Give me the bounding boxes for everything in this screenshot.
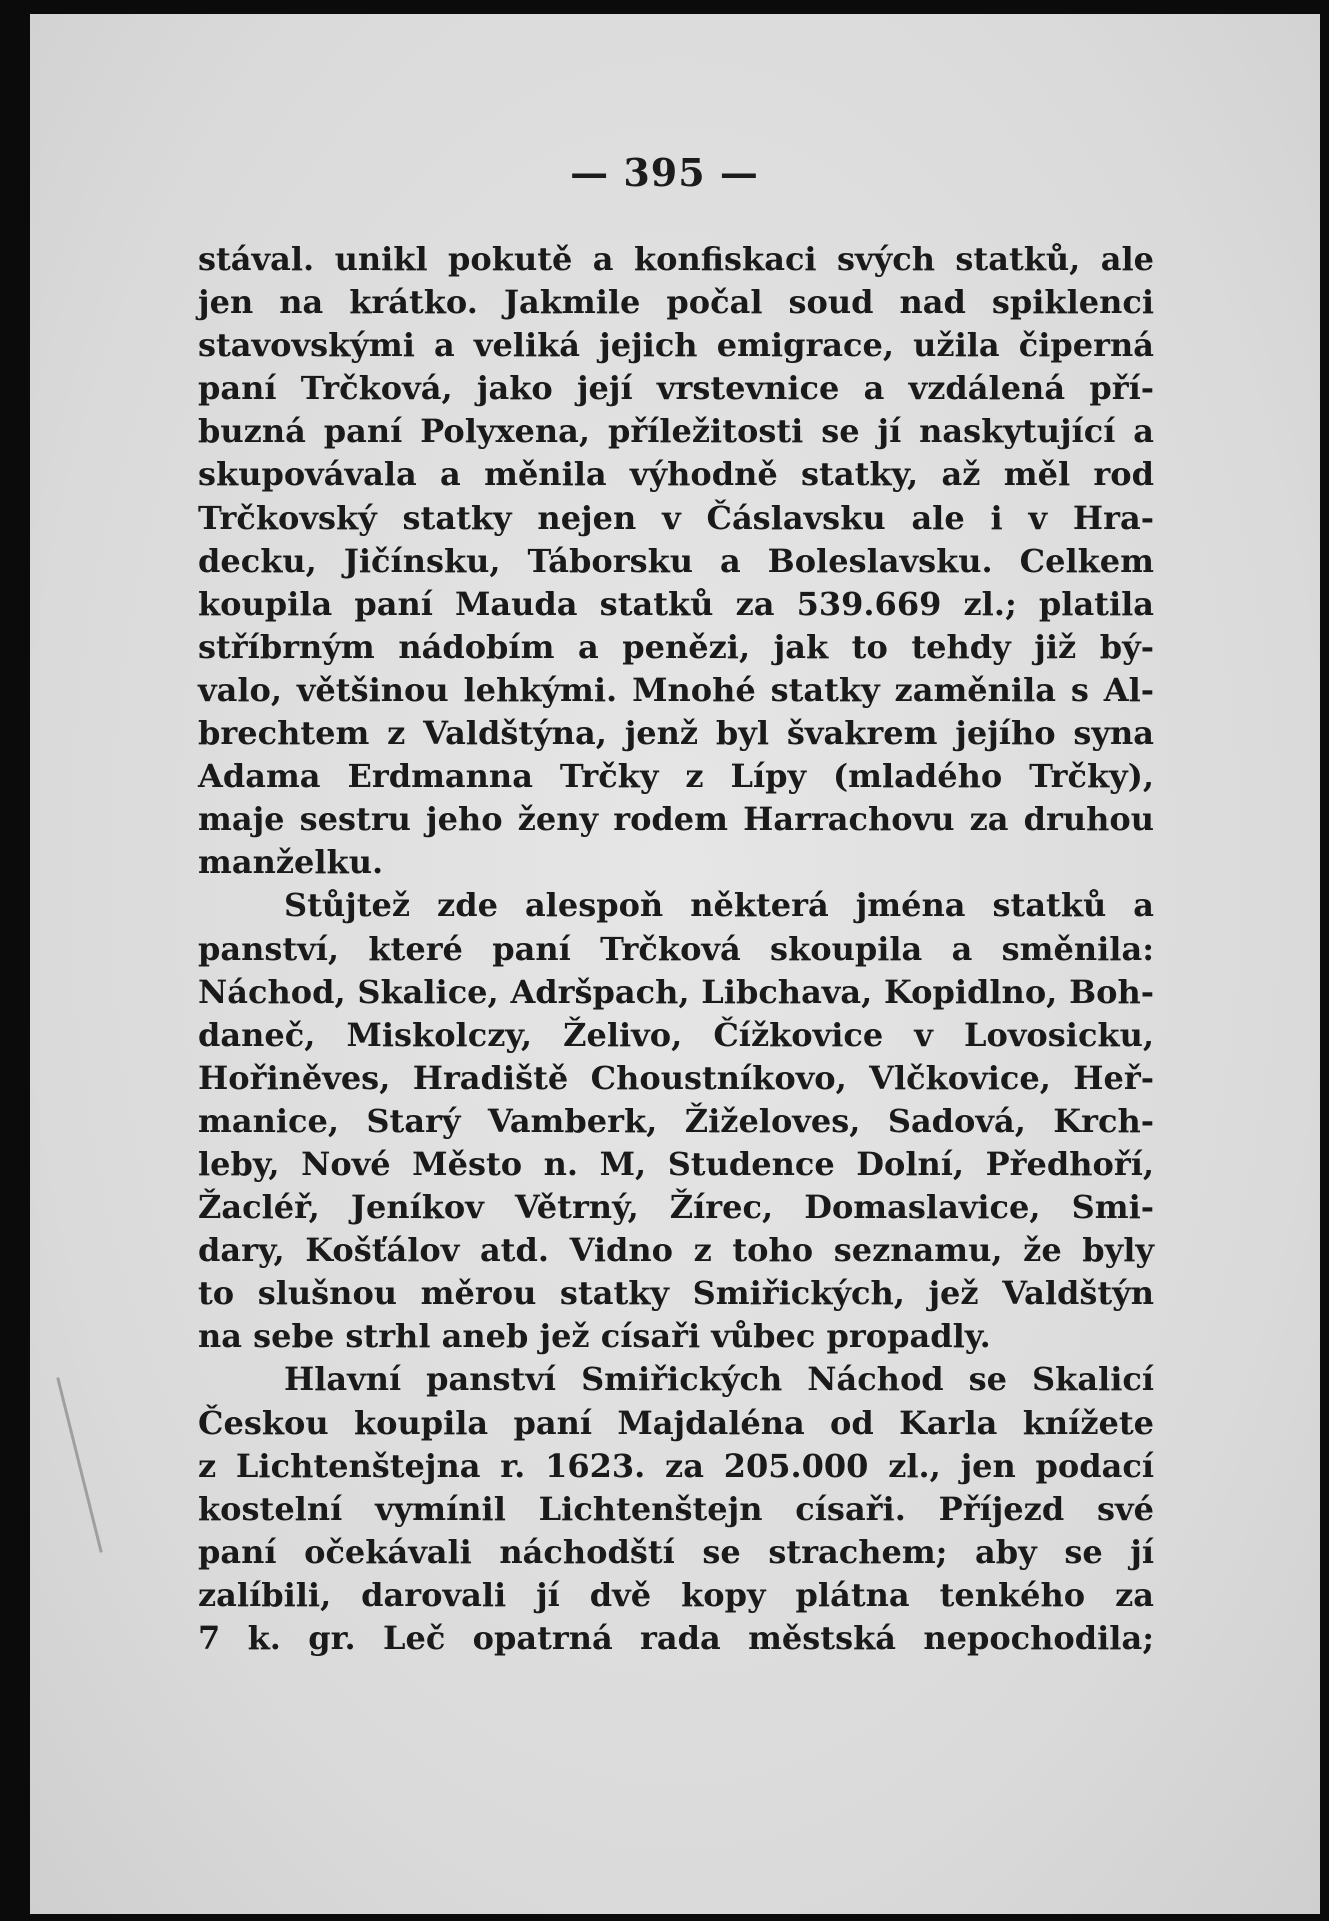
binding-mark xyxy=(6,1385,24,1429)
text-line: kostelní vymínil Lichtenštejn císaři. Příjezd své xyxy=(198,1489,1154,1528)
text-line: 7 k. gr. Leč opatrná rada městská nepochodila; xyxy=(198,1619,1154,1657)
text-line: na sebe strhl aneb jež císaři vůbec propadly. xyxy=(198,1317,991,1356)
text-line: Hořiněves, Hradiště Choustníkovo, Vlčkovice, Heř- xyxy=(198,1058,1154,1097)
text-line: daneč, Miskolczy, Želivo, Čížkovice v Lovosicku, xyxy=(198,1015,1154,1054)
body-text xyxy=(198,238,1154,1660)
text-line: decku, Jičínsku, Táborsku a Boleslavsku. Celkem xyxy=(198,541,1154,580)
text-line: brechtem z Valdštýna, jenž byl švakrem jejího syna xyxy=(198,714,1154,753)
binding-mark xyxy=(6,990,24,1030)
text-line: koupila paní Mauda statků za 539.669 zl.; platila xyxy=(198,584,1154,623)
text-line: Náchod, Skalice, Adršpach, Libchava, Kopidlno, Boh- xyxy=(198,972,1154,1011)
text-line: Trčkovský statky nejen v Čáslavsku ale i v Hra- xyxy=(198,498,1154,537)
text-line: jen na krátko. Jakmile počal soud nad spiklenci xyxy=(198,283,1154,322)
text-line: skupovávala a měnila výhodně statky, až měl rod xyxy=(198,455,1154,494)
text-line: Žacléř, Jeníkov Větrný, Žírec, Domaslavice, Smi- xyxy=(198,1188,1154,1227)
text-line: buzná paní Polyxena, příležitosti se jí naskytující a xyxy=(198,412,1154,451)
page-spine-edge xyxy=(0,0,30,1921)
text-line: Českou koupila paní Majdaléna od Karla knížete xyxy=(198,1403,1154,1442)
text-line: paní očekávali náchodští se strachem; aby se jí xyxy=(198,1532,1154,1571)
text-line: dary, Košťálov atd. Vidno z toho seznamu, že byly xyxy=(198,1231,1154,1270)
text-line: stavovskými a veliká jejich emigrace, užila čiperná xyxy=(198,326,1154,365)
text-line: stříbrným nádobím a penězi, jak to tehdy již bý- xyxy=(198,627,1154,666)
text-line: stával. unikl pokutě a konfiskaci svých statků, ale xyxy=(198,240,1154,278)
text-line: Hlavní panství Smiřických Náchod se Skalicí xyxy=(284,1360,1154,1399)
text-line: to slušnou měrou statky Smiřických, jež Valdštýn xyxy=(198,1274,1154,1313)
binding-mark xyxy=(6,500,24,540)
text-line: paní Trčková, jako její vrstevnice a vzdálená pří- xyxy=(198,369,1154,408)
text-line: Stůjtež zde alespoň některá jména statků a xyxy=(284,886,1154,925)
text-line: z Lichtenštejna r. 1623. za 205.000 zl., jen podací xyxy=(198,1446,1154,1485)
text-line: maje sestru jeho ženy rodem Harrachovu za druhou xyxy=(198,800,1154,839)
binding-mark xyxy=(6,335,24,367)
text-line: Adama Erdmanna Trčky z Lípy (mladého Trčky), xyxy=(198,757,1154,796)
page-number: — 395 — xyxy=(570,150,759,195)
text-line: zalíbili, darovali jí dvě kopy plátna tenkého za xyxy=(198,1575,1154,1614)
text-line: panství, které paní Trčková skoupila a směnila: xyxy=(198,929,1154,968)
text-line: manželku. xyxy=(198,843,384,882)
text-line: manice, Starý Vamberk, Žiželoves, Sadová, Krch- xyxy=(198,1101,1154,1140)
text-line: leby, Nové Město n. M, Studence Dolní, Předhoří, xyxy=(198,1144,1154,1183)
text-line: valo, většinou lehkými. Mnohé statky zaměnila s Al- xyxy=(198,670,1154,709)
